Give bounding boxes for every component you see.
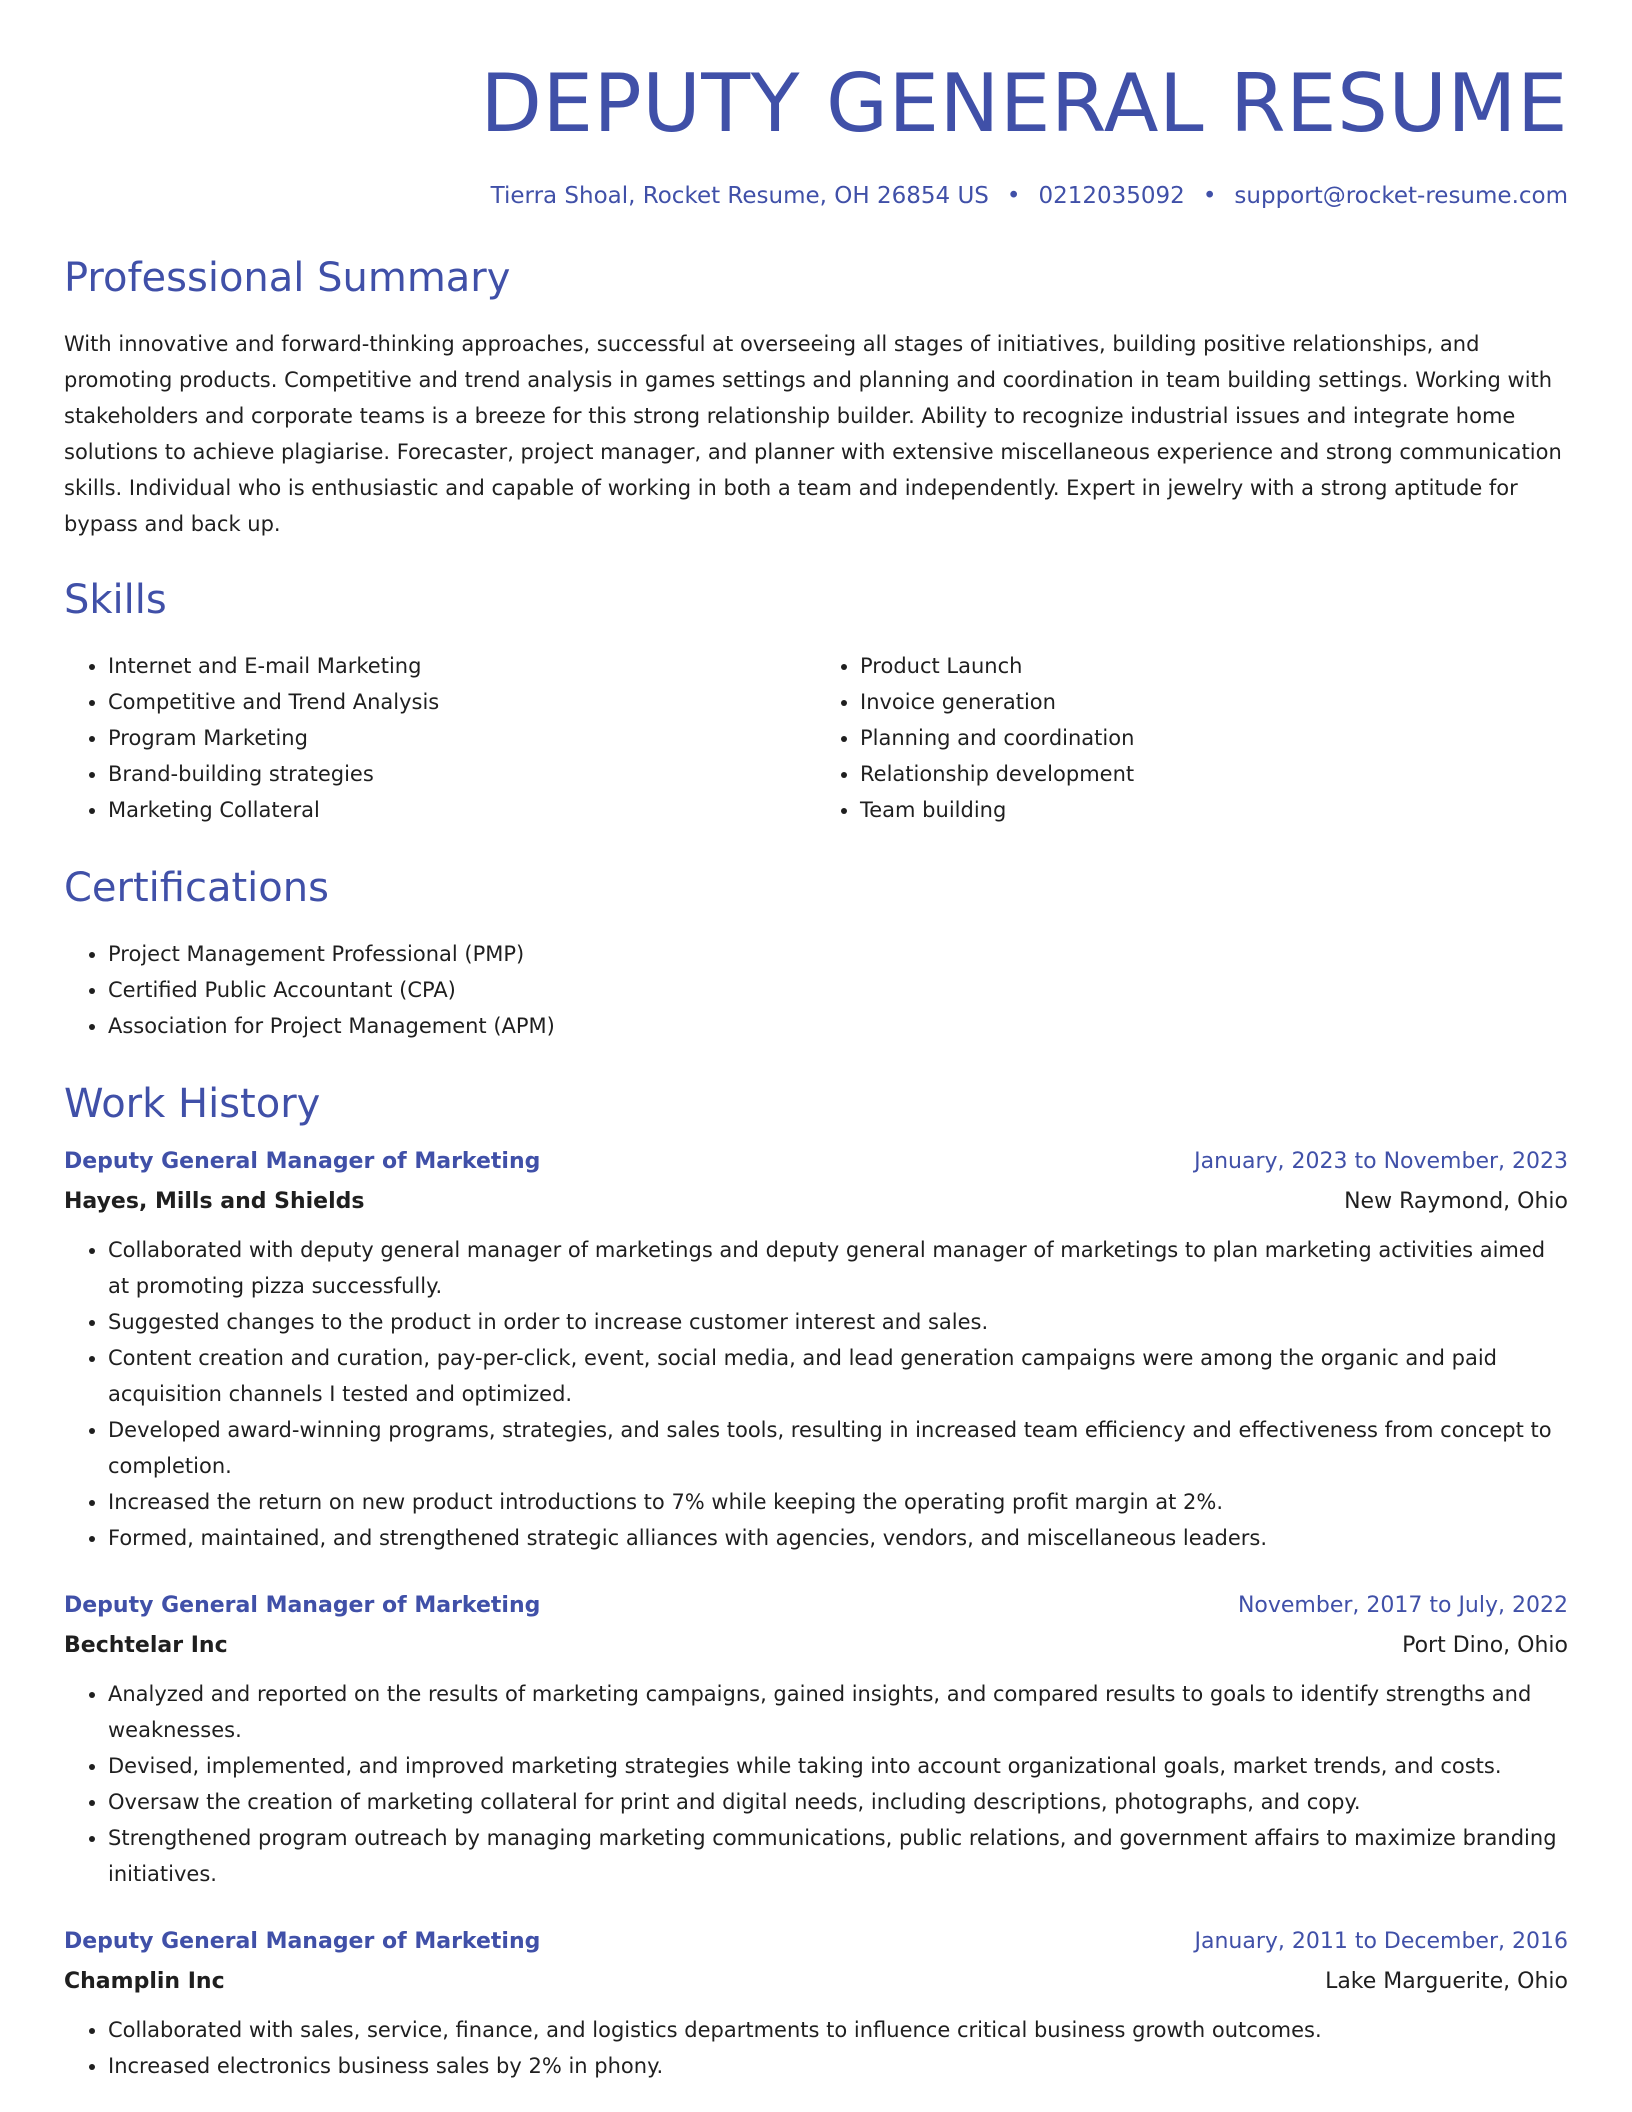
certifications-heading: Certifications: [64, 865, 329, 911]
skills-list-right: [816, 648, 1568, 828]
skill-item: • Internet and E-mail Marketing: [108, 648, 816, 684]
certification-item: • Certified Public Accountant (CPA): [108, 972, 1568, 1008]
job-bullet: • Strengthened program outreach by managing marketing communications, public relations, and government affairs to maximize branding initiatives.: [108, 1820, 1568, 1892]
contact-phone: 0212035092: [1038, 183, 1185, 209]
job-bullet: • Formed, maintained, and strengthened strategic alliances with agencies, vendors, and miscellaneous leaders.: [108, 1520, 1568, 1556]
job-bullet: • Content creation and curation, pay-per-click, event, social media, and lead generation campaigns were among the organic and paid acquisition channels I tested and optimized.: [108, 1340, 1568, 1412]
job-bullet: • Developed award-winning programs, strategies, and sales tools, resulting in increased team efficiency and effectiveness from concept to completion.: [108, 1412, 1568, 1484]
job-title-row: [64, 1142, 1568, 1182]
skills-columns: [64, 648, 1568, 828]
contact-address: Tierra Shoal, Rocket Resume, OH 26854 US: [490, 183, 989, 209]
job-dates: November, 2017 to July, 2022: [1237, 1593, 1568, 1618]
job-bullet: • Collaborated with sales, service, finance, and logistics departments to influence critical business growth outcomes.: [108, 2012, 1568, 2048]
job-company: Bechtelar Inc: [64, 1633, 228, 1658]
job-bullets: [64, 2012, 1568, 2084]
job-company-row: [64, 1962, 1568, 2002]
contact-email: support@rocket-resume.com: [1234, 183, 1568, 209]
job-entry: [64, 1922, 1568, 2084]
job-company: Champlin Inc: [64, 1969, 225, 1994]
job-company: Hayes, Mills and Shields: [64, 1189, 365, 1214]
summary-text: With innovative and forward-thinking approaches, successful at overseeing all stages of initiatives, building positive relationships, and promoting products. Competitive and trend analysis in games settings and planning and coordination in team building settings. Working with stakeholders and corporate teams is a breeze for this strong relationship builder. Ability to recognize industrial issues and integrate home solutions to achieve plagiarise. Forecaster, project manager, and planner with extensive miscellaneous experience and strong communication skills. Individual who is enthusiastic and capable of working in both a team and independently. Expert in jewelry with a strong aptitude for bypass and back up.: [64, 332, 1562, 536]
contact-separator: •: [1202, 183, 1217, 209]
certifications-list: [64, 936, 1568, 1044]
skill-item: • Program Marketing: [108, 720, 816, 756]
certification-item: • Project Management Professional (PMP): [108, 936, 1568, 972]
job-entry: [64, 1142, 1568, 1556]
summary-heading: Professional Summary: [64, 255, 511, 301]
summary-section: [64, 252, 1568, 542]
job-title: Deputy General Manager of Marketing: [64, 1149, 541, 1174]
skill-item: • Marketing Collateral: [108, 792, 816, 828]
job-company-row: [64, 1182, 1568, 1222]
job-title: Deputy General Manager of Marketing: [64, 1929, 541, 1954]
job-bullet: • Analyzed and reported on the results of marketing campaigns, gained insights, and compared results to goals to identify strengths and weaknesses.: [108, 1676, 1568, 1748]
job-dates: January, 2023 to November, 2023: [1194, 1149, 1568, 1174]
skill-item: • Invoice generation: [860, 684, 1568, 720]
certifications-section: [64, 862, 1568, 1044]
skills-heading: Skills: [64, 577, 167, 623]
certification-item: • Association for Project Management (APM): [108, 1008, 1568, 1044]
work-history-section: [64, 1078, 1568, 2084]
job-title-row: [64, 1586, 1568, 1626]
job-title-row: [64, 1922, 1568, 1962]
contact-line: [64, 180, 1568, 212]
skill-item: • Brand-building strategies: [108, 756, 816, 792]
job-bullets: [64, 1676, 1568, 1892]
work-history-heading: Work History: [64, 1081, 321, 1127]
contact-separator: •: [1006, 183, 1021, 209]
job-bullet: • Increased electronics business sales by 2% in phony.: [108, 2048, 1568, 2084]
resume-name: DEPUTY GENERAL RESUME: [480, 57, 1568, 150]
job-location: New Raymond, Ohio: [1344, 1189, 1568, 1214]
skill-item: • Product Launch: [860, 648, 1568, 684]
job-location: Port Dino, Ohio: [1402, 1633, 1568, 1658]
skill-item: • Competitive and Trend Analysis: [108, 684, 816, 720]
job-company-row: [64, 1626, 1568, 1666]
job-dates: January, 2011 to December, 2016: [1194, 1929, 1568, 1954]
job-bullet: • Increased the return on new product introductions to 7% while keeping the operating profit margin at 2%.: [108, 1484, 1568, 1520]
skill-item: • Planning and coordination: [860, 720, 1568, 756]
skill-item: • Team building: [860, 792, 1568, 828]
skills-section: [64, 574, 1568, 828]
skill-item: • Relationship development: [860, 756, 1568, 792]
job-title: Deputy General Manager of Marketing: [64, 1593, 541, 1618]
job-bullets: [64, 1232, 1568, 1556]
skills-list-left: [64, 648, 816, 828]
job-bullet: • Oversaw the creation of marketing collateral for print and digital needs, including descriptions, photographs, and copy.: [108, 1784, 1568, 1820]
job-bullet: • Collaborated with deputy general manager of marketings and deputy general manager of marketings to plan marketing activities aimed at promoting pizza successfully.: [108, 1232, 1568, 1304]
resume-header: [64, 56, 1568, 212]
job-bullet: • Suggested changes to the product in order to increase customer interest and sales.: [108, 1304, 1568, 1340]
job-location: Lake Marguerite, Ohio: [1325, 1969, 1568, 1994]
job-entry: [64, 1586, 1568, 1892]
job-bullet: • Devised, implemented, and improved marketing strategies while taking into account organizational goals, market trends, and costs.: [108, 1748, 1568, 1784]
